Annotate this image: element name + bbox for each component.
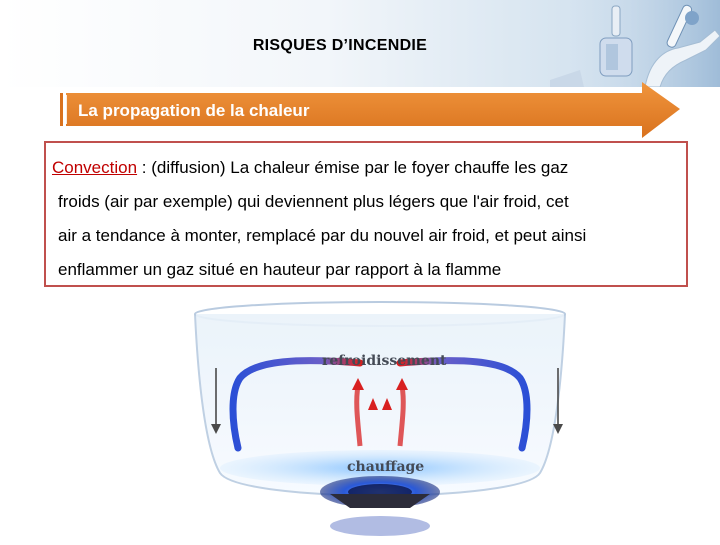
heating-label: chauffage (347, 459, 425, 475)
convection-paragraph (52, 151, 692, 287)
section-heading: La propagation de la chaleur (78, 101, 310, 120)
convection-illustration (180, 298, 580, 540)
paragraph-line-1-text: : (diffusion) La chaleur émise par le foyer chauffe les gaz (137, 158, 569, 177)
cooling-label: refroidissement (322, 353, 447, 369)
convection-keyword: Convection (52, 158, 138, 177)
paragraph-line-1 (52, 151, 692, 185)
paragraph-line-2: froids (air par exemple) qui deviennent plus légers que l'air froid, cet (58, 192, 569, 211)
header-band (0, 0, 720, 87)
paragraph-line-3: air a tendance à monter, remplacé par du nouvel air froid, et peut ainsi (58, 226, 587, 245)
paragraph-line-4: enflammer un gaz situé en hauteur par rapport à la flamme (58, 260, 502, 279)
page-title: RISQUES D’INCENDIE (252, 37, 428, 54)
convection-diagram (180, 298, 580, 540)
